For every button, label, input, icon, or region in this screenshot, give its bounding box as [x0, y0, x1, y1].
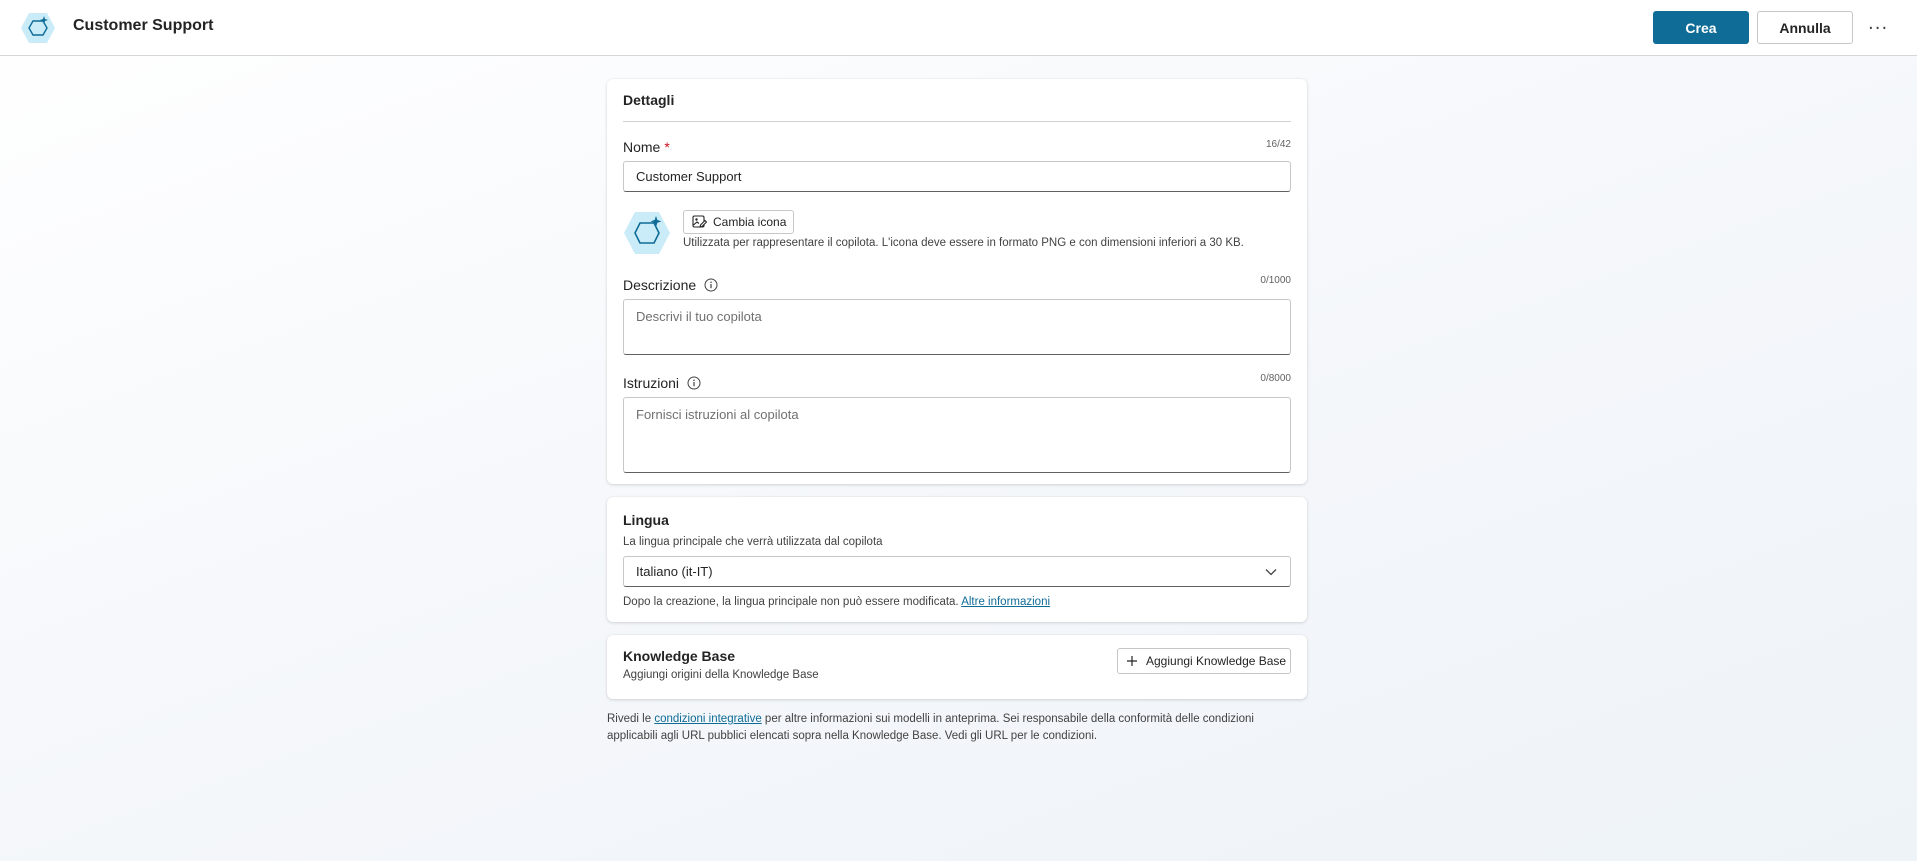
image-edit-icon [692, 215, 707, 229]
details-separator [623, 121, 1291, 122]
learn-more-link[interactable]: Altre informazioni [961, 596, 1051, 608]
description-textarea[interactable] [623, 299, 1291, 355]
knowledge-base-card [607, 635, 1307, 699]
create-button[interactable]: Crea [1653, 11, 1749, 44]
knowledge-subtitle: Aggiungi origini della Knowledge Base [623, 669, 819, 681]
name-label [623, 139, 670, 155]
terms-suffix: per altre informazioni sui modelli in anteprima. Sei responsabile della conformità delle condizioni applicabili agli URL pubblici elencati sopra nella Knowledge Base. Vedi gli URL per le condizioni. [607, 713, 1254, 742]
change-icon-button[interactable] [683, 210, 794, 234]
add-knowledge-base-label: Aggiungi Knowledge Base [1146, 654, 1287, 668]
info-icon[interactable] [704, 278, 718, 292]
instructions-counter: 0/8000 [1260, 373, 1291, 384]
instructions-textarea[interactable] [623, 397, 1291, 473]
add-knowledge-base-button[interactable] [1117, 648, 1291, 674]
plus-icon [1126, 655, 1138, 667]
info-icon[interactable] [687, 376, 701, 390]
language-section-title: Lingua [623, 512, 669, 528]
instructions-label-text: Istruzioni [623, 375, 680, 391]
name-label-text: Nome [623, 139, 661, 155]
more-options-button[interactable]: ··· [1862, 14, 1894, 42]
details-section-title: Dettagli [623, 92, 675, 108]
required-mark: * [664, 139, 670, 155]
language-dropdown[interactable] [623, 556, 1291, 587]
copilot-icon-preview [623, 210, 671, 256]
change-icon-label: Cambia icona [713, 215, 787, 229]
description-counter: 0/1000 [1260, 275, 1291, 286]
name-counter: 16/42 [1265, 139, 1291, 150]
language-selected-value: Italiano (it-IT) [636, 564, 713, 579]
description-label [623, 277, 718, 293]
language-subtitle: La lingua principale che verrà utilizzata dal copilota [623, 536, 883, 548]
language-note-text: Dopo la creazione, la lingua principale non può essere modificata. [623, 596, 959, 608]
language-card [607, 497, 1307, 622]
details-card [607, 79, 1307, 484]
description-label-text: Descrizione [623, 277, 697, 293]
knowledge-section-title: Knowledge Base [623, 648, 736, 664]
icon-hint: Utilizzata per rappresentare il copilota. L'icona deve essere in formato PNG e con dimensioni inferiori a 30 KB. [683, 237, 1244, 249]
copilot-hexagon-icon [20, 11, 56, 45]
name-input[interactable] [623, 161, 1291, 192]
terms-notice [607, 711, 1307, 744]
instructions-label [623, 375, 701, 391]
page-title: Customer Support [73, 17, 214, 34]
language-note [623, 596, 1050, 608]
terms-prefix: Rivedi le [607, 713, 652, 725]
chevron-down-icon [1264, 565, 1278, 579]
cancel-button[interactable]: Annulla [1757, 11, 1853, 44]
top-bar [0, 0, 1917, 56]
supplemental-terms-link[interactable]: condizioni integrative [654, 713, 762, 725]
